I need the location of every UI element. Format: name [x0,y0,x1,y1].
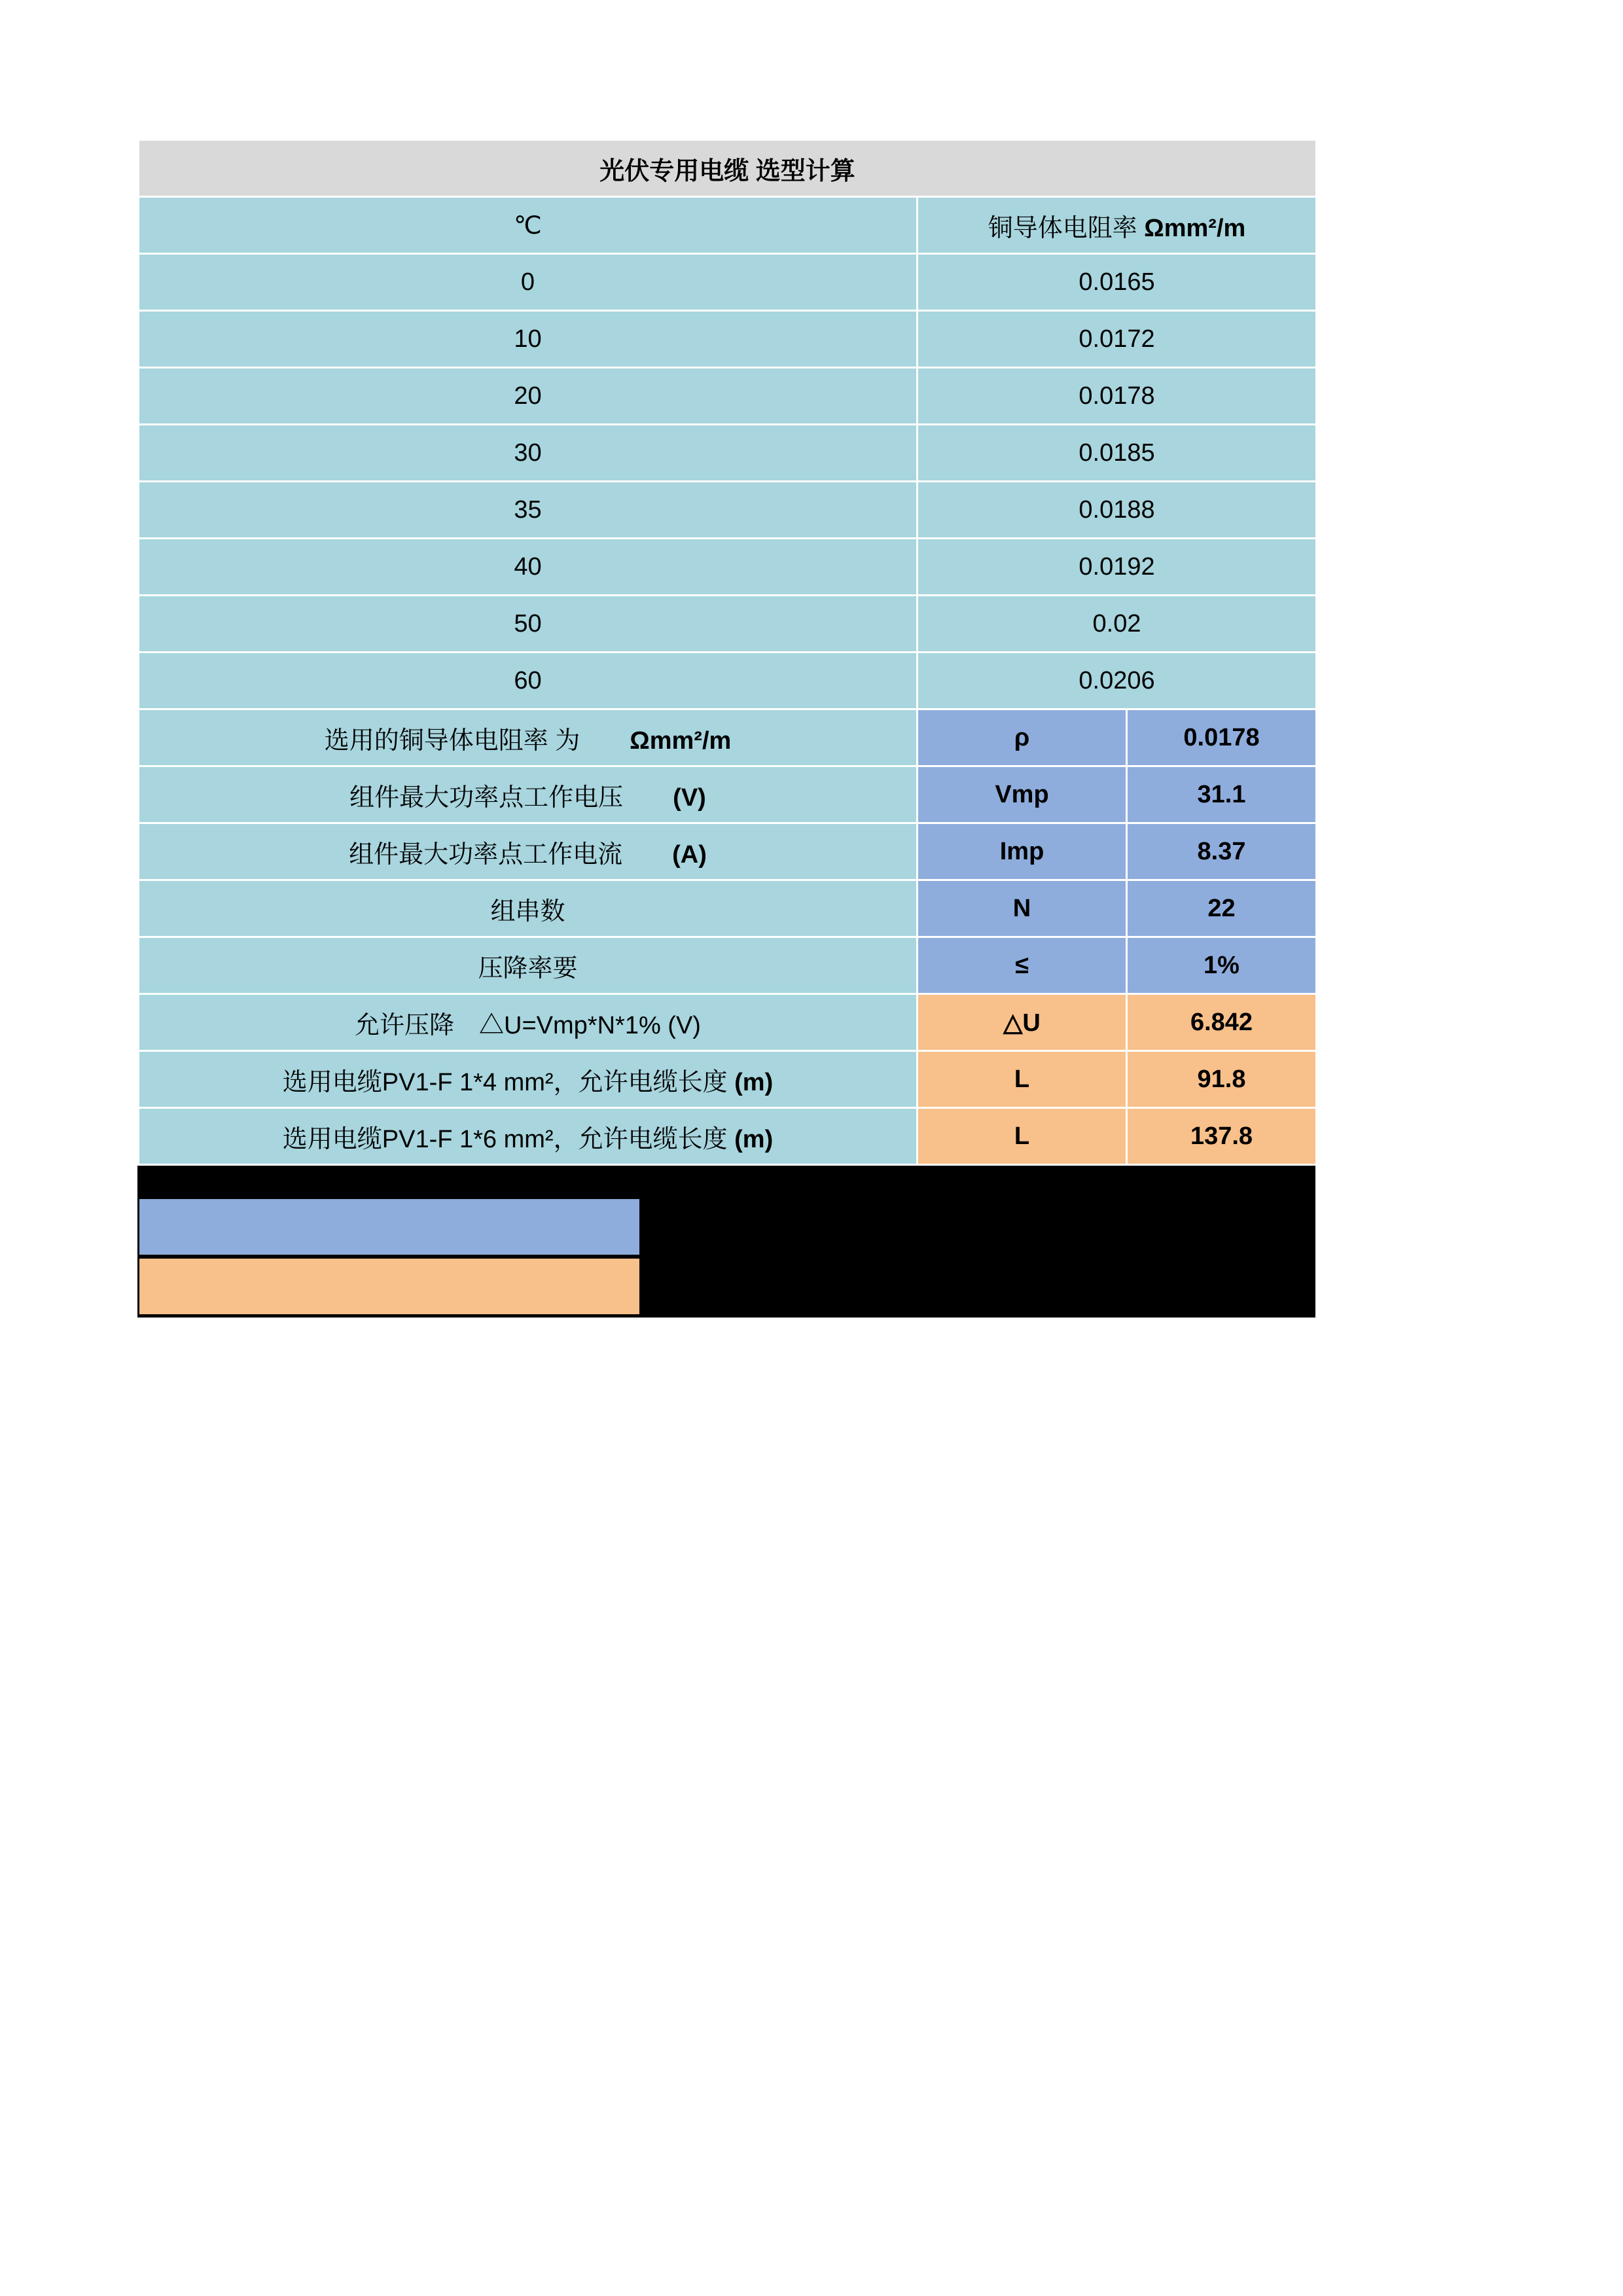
parameter-value[interactable]: 0.0178 [1127,709,1317,766]
result-symbol: L [918,1051,1127,1108]
table-row-result [139,1108,1317,1165]
legend-swatch-input [137,1197,641,1257]
parameter-label [139,709,918,766]
cell-temperature: 20 [139,368,918,425]
page-title: 光伏专用电缆 选型计算 [139,140,1317,197]
parameter-label-text: 组串数 [490,897,565,925]
result-symbol: △U [918,994,1127,1051]
result-label-unit: (m) [734,1125,774,1153]
cell-resistivity: 0.0178 [918,368,1317,425]
cell-temperature: 35 [139,482,918,539]
table-row-parameter [139,937,1317,994]
result-label-text: 选用电缆PV1-F 1*6 mm²，允许电缆长度 [282,1125,735,1153]
spreadsheet-area [137,139,1315,1318]
cell-resistivity: 0.0185 [918,425,1317,482]
parameter-symbol: ρ [918,709,1127,766]
result-label-unit: (m) [734,1068,774,1096]
table-row [139,482,1317,539]
parameter-symbol: Vmp [918,766,1127,823]
column-header-resistivity-unit: Ωmm²/m [1144,214,1246,242]
parameter-symbol: Imp [918,823,1127,880]
parameter-label [139,766,918,823]
cell-temperature: 50 [139,596,918,653]
result-value: 91.8 [1127,1051,1317,1108]
cell-resistivity: 0.02 [918,596,1317,653]
result-value: 6.842 [1127,994,1317,1051]
table-row-title [139,140,1317,197]
parameter-label-unit: (V) [673,783,706,812]
cell-resistivity: 0.0165 [918,254,1317,311]
legend-swatch-result [137,1257,641,1316]
parameter-label-text: 组件最大功率点工作电流 [349,840,673,869]
cell-resistivity: 0.0188 [918,482,1317,539]
parameter-value[interactable]: 31.1 [1127,766,1317,823]
table-row-result [139,1051,1317,1108]
result-label [139,1051,918,1108]
parameter-label-unit: (A) [672,840,707,869]
cell-temperature: 10 [139,311,918,368]
parameter-value[interactable]: 1% [1127,937,1317,994]
parameter-label [139,823,918,880]
parameter-label-text: 压降率要 [478,954,578,982]
parameter-symbol: N [918,880,1127,937]
result-label [139,1108,918,1165]
cell-temperature: 0 [139,254,918,311]
table-row-header [139,197,1317,254]
column-header-resistivity [918,197,1317,254]
cable-selection-table [137,139,1317,1166]
result-label-text: 允许压降 △U=Vmp*N*1% (V) [355,1011,701,1039]
cell-resistivity: 0.0172 [918,311,1317,368]
table-row [139,368,1317,425]
table-row-parameter [139,823,1317,880]
column-header-resistivity-text: 铜导体电阻率 [988,214,1145,242]
cell-temperature: 30 [139,425,918,482]
column-header-temperature: ℃ [139,197,918,254]
legend-block [137,1166,1315,1318]
cell-resistivity: 0.0206 [918,653,1317,709]
table-row-parameter [139,709,1317,766]
cell-resistivity: 0.0192 [918,539,1317,596]
result-label [139,994,918,1051]
table-row [139,254,1317,311]
table-row [139,425,1317,482]
result-value: 137.8 [1127,1108,1317,1165]
table-row-result [139,994,1317,1051]
result-label-text: 选用电缆PV1-F 1*4 mm²，允许电缆长度 [282,1068,735,1096]
table-row [139,539,1317,596]
result-symbol: L [918,1108,1127,1165]
parameter-symbol: ≤ [918,937,1127,994]
cell-temperature: 40 [139,539,918,596]
parameter-label [139,880,918,937]
parameter-label [139,937,918,994]
parameter-label-text: 组件最大功率点工作电压 [349,783,673,812]
parameter-label-text: 选用的铜导体电阻率 为 [324,726,630,755]
table-row [139,596,1317,653]
table-row [139,311,1317,368]
parameter-value[interactable]: 8.37 [1127,823,1317,880]
table-row-parameter [139,880,1317,937]
table-row-parameter [139,766,1317,823]
cell-temperature: 60 [139,653,918,709]
table-body [139,140,1317,1165]
parameter-label-unit: Ωmm²/m [630,726,732,755]
table-row [139,653,1317,709]
parameter-value[interactable]: 22 [1127,880,1317,937]
